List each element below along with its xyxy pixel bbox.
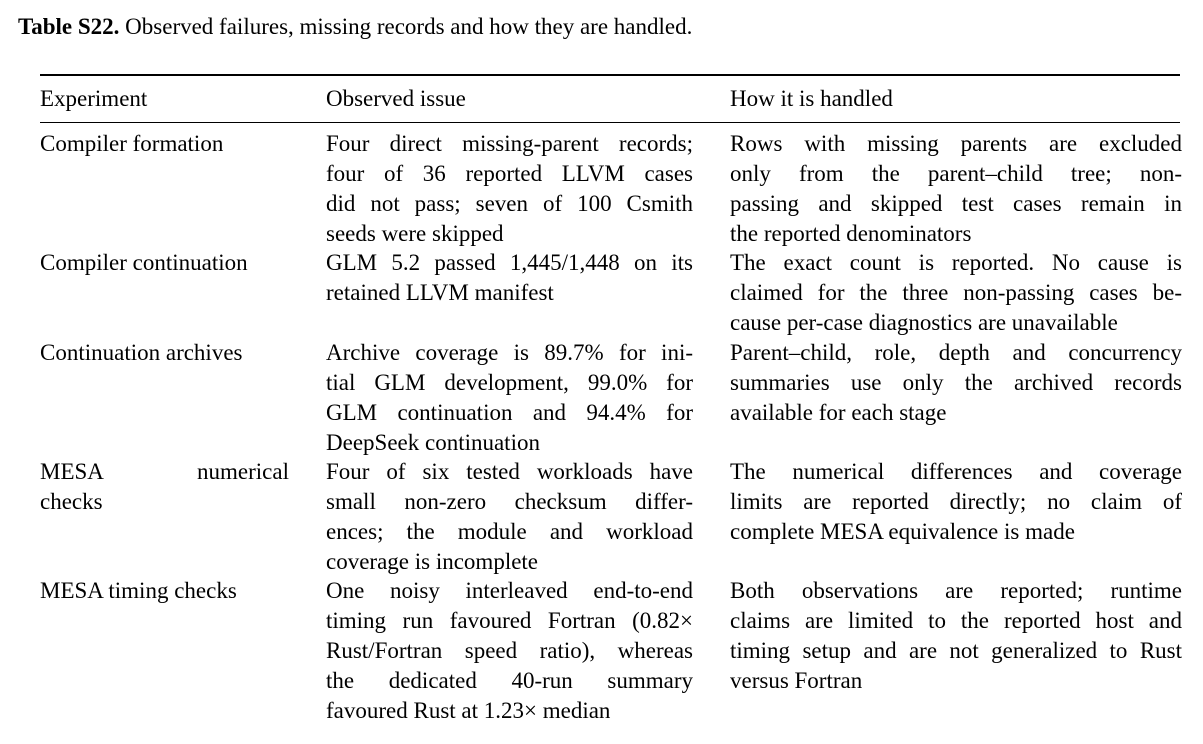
- cell-line: four of 36 reported LLVM cases: [326, 161, 693, 186]
- cell-line: The numerical differences and coverage: [730, 459, 1182, 484]
- cell-line: tial GLM development, 99.0% for: [326, 370, 693, 395]
- cell-line: limits are reported directly; no claim of: [730, 489, 1182, 514]
- cell-line: versus Fortran: [730, 668, 863, 693]
- cell-line: small non-zero checksum differ-: [326, 489, 693, 514]
- cell-line: Continuation archives: [40, 340, 243, 365]
- column-header-handling: How it is handled: [730, 86, 893, 111]
- row-2-issue: [326, 248, 693, 308]
- table-top-rule: [40, 74, 1180, 76]
- cell-line: cause per-case diagnostics are unavailable: [730, 310, 1118, 335]
- cell-line: seeds were skipped: [326, 221, 504, 246]
- cell-line: ences; the module and workload: [326, 519, 693, 544]
- cell-line: did not pass; seven of 100 Csmith: [326, 191, 693, 216]
- row-4-handling: [730, 457, 1182, 547]
- cell-line: only from the parent–child tree; non-: [730, 161, 1182, 186]
- cell-line: MESA timing checks: [40, 578, 237, 603]
- row-1-handling: [730, 129, 1182, 249]
- row-3-handling: [730, 338, 1182, 428]
- cell-line: MESA numerical: [40, 459, 289, 484]
- row-3-experiment: [40, 338, 289, 368]
- cell-line: Compiler continuation: [40, 250, 248, 275]
- cell-line: coverage is incomplete: [326, 549, 539, 574]
- row-3-issue: [326, 338, 693, 458]
- cell-line: One noisy interleaved end-to-end: [326, 578, 693, 603]
- row-5-handling: [730, 576, 1182, 696]
- row-1-issue: [326, 129, 693, 249]
- row-5-issue: [326, 576, 693, 726]
- cell-line: DeepSeek continuation: [326, 430, 540, 455]
- cell-line: Archive coverage is 89.7% for ini-: [326, 340, 693, 365]
- cell-line: checks: [40, 489, 103, 514]
- cell-line: Rows with missing parents are excluded: [730, 131, 1182, 156]
- cell-line: Four of six tested workloads have: [326, 459, 693, 484]
- cell-line: Compiler formation: [40, 131, 224, 156]
- cell-line: complete MESA equivalence is made: [730, 519, 1075, 544]
- cell-line: Parent–child, role, depth and concurrency: [730, 340, 1182, 365]
- cell-line: favoured Rust at 1.23× median: [326, 698, 611, 723]
- cell-line: The exact count is reported. No cause is: [730, 250, 1182, 275]
- cell-line: passing and skipped test cases remain in: [730, 191, 1182, 216]
- cell-line: claims are limited to the reported host and: [730, 608, 1182, 633]
- cell-line: Both observations are reported; runtime: [730, 578, 1182, 603]
- cell-line: the reported denominators: [730, 221, 972, 246]
- cell-line: Rust/Fortran speed ratio), whereas: [326, 638, 693, 663]
- table-header-rule: [40, 122, 1180, 123]
- cell-line: Four direct missing-parent records;: [326, 131, 693, 156]
- row-2-handling: [730, 248, 1182, 338]
- caption-label: Table S22.: [18, 14, 120, 39]
- cell-line: GLM continuation and 94.4% for: [326, 400, 693, 425]
- table-caption: [18, 12, 692, 42]
- cell-line: claimed for the three non-passing cases be-: [730, 280, 1182, 305]
- caption-text: Observed failures, missing records and how they are handled.: [125, 14, 693, 39]
- cell-line: timing setup and are not generalized to Rust: [730, 638, 1182, 663]
- row-2-experiment: [40, 248, 289, 278]
- row-5-experiment: [40, 576, 289, 606]
- cell-line: the dedicated 40-run summary: [326, 668, 693, 693]
- row-1-experiment: [40, 129, 289, 159]
- cell-line: available for each stage: [730, 400, 947, 425]
- row-4-experiment: [40, 457, 289, 517]
- column-header-experiment: Experiment: [40, 86, 148, 111]
- row-4-issue: [326, 457, 693, 577]
- cell-line: summaries use only the archived records: [730, 370, 1182, 395]
- cell-line: GLM 5.2 passed 1,445/1,448 on its: [326, 250, 693, 275]
- column-header-observed-issue: Observed issue: [326, 86, 466, 111]
- cell-line: retained LLVM manifest: [326, 280, 554, 305]
- cell-line: timing run favoured Fortran (0.82×: [326, 608, 693, 633]
